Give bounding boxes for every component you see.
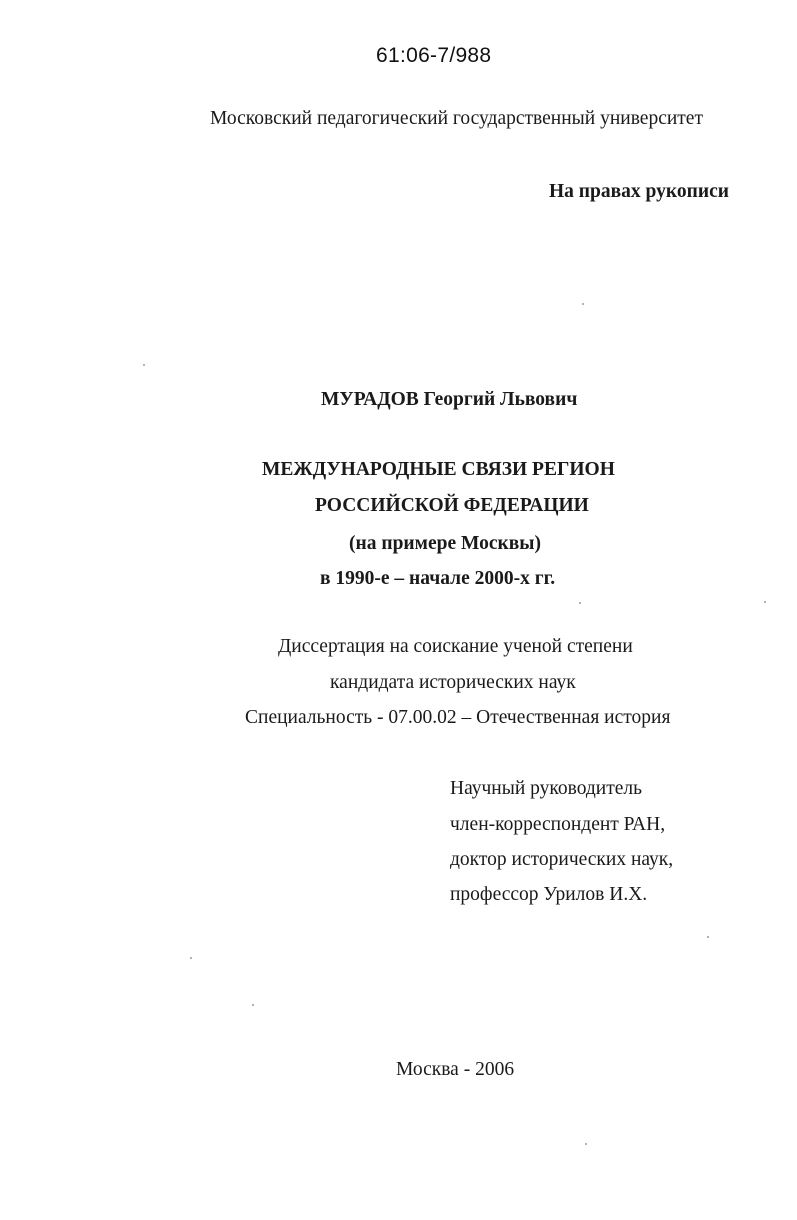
title-line-4: в 1990-е – начале 2000-х гг. [320, 568, 556, 589]
university-name: Московский педагогический государственный университет [210, 108, 703, 129]
supervisor-line-1: Научный руководитель [450, 778, 643, 799]
title-line-3: (на примере Москвы) [349, 533, 542, 554]
title-line-1: МЕЖДУНАРОДНЫЕ СВЯЗИ РЕГИОН [262, 459, 615, 480]
rights-note: На правах рукописи [549, 181, 729, 202]
scan-speck [143, 364, 145, 366]
catalog-code: 61:06-7/988 [376, 44, 492, 67]
scan-speck [764, 601, 766, 603]
dissertation-line-3: Специальность - 07.00.02 – Отечественная история [245, 707, 671, 728]
supervisor-line-4: профессор Урилов И.Х. [450, 884, 648, 905]
supervisor-line-3: доктор исторических наук, [450, 849, 674, 870]
scan-speck [707, 936, 709, 938]
dissertation-line-2: кандидата исторических наук [330, 672, 576, 693]
place-year: Москва - 2006 [396, 1059, 515, 1080]
title-line-2: РОССИЙСКОЙ ФЕДЕРАЦИИ [315, 495, 589, 516]
scan-speck [585, 1143, 587, 1145]
author-name: МУРАДОВ Георгий Львович [321, 389, 578, 410]
scan-speck [582, 303, 584, 305]
scan-speck [579, 602, 581, 604]
scan-speck [252, 1004, 254, 1006]
dissertation-line-1: Диссертация на соискание ученой степени [278, 636, 633, 657]
scan-speck [190, 957, 192, 959]
supervisor-line-2: член-корреспондент РАН, [450, 814, 666, 835]
